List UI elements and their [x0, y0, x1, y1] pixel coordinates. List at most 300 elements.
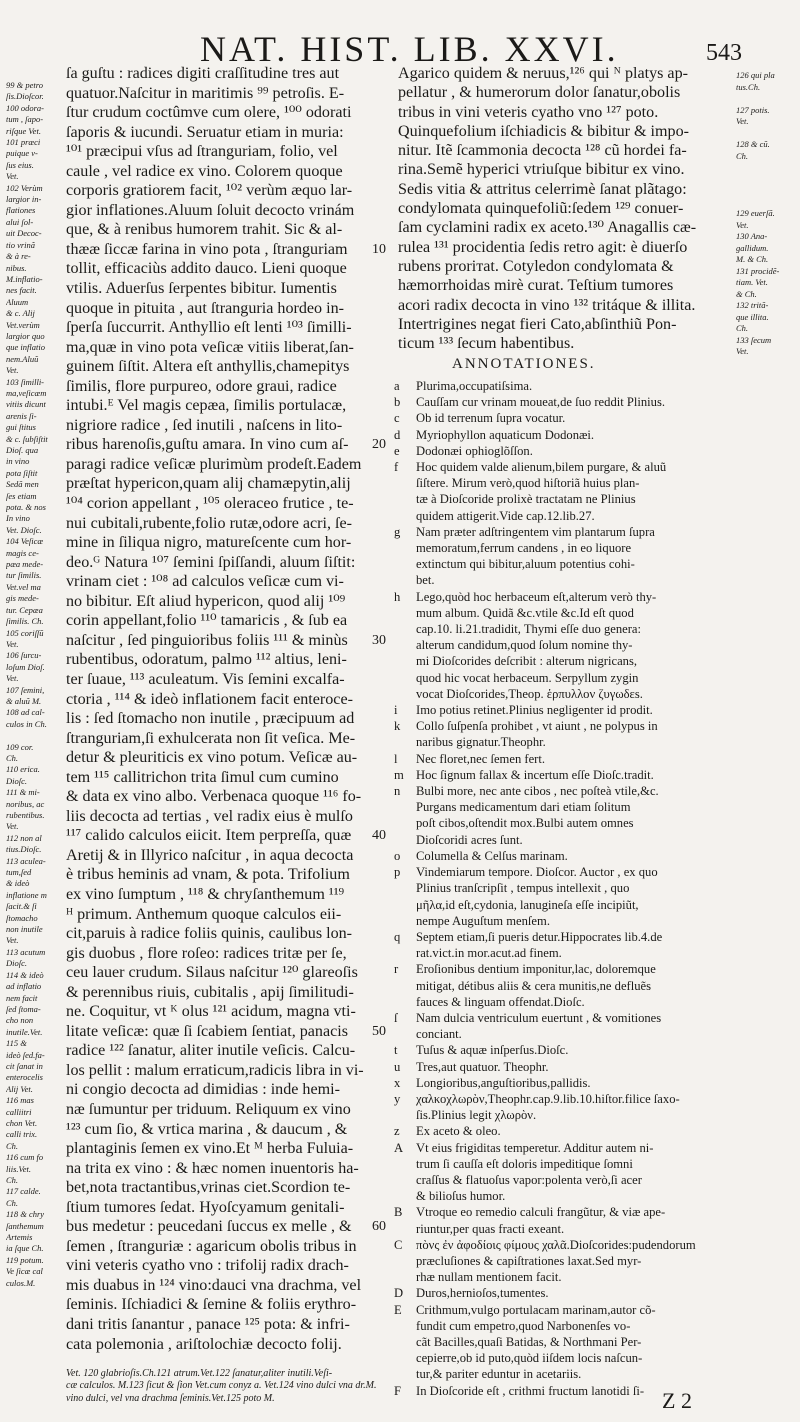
annotation-text: trum ſi cauſſa eſt doloris impeditique ſomni: [416, 1156, 633, 1171]
text-line: radice ¹²² ſanatur, aliter inutile veſicis. Calcu-: [66, 1042, 356, 1060]
text-line: na trita ex vino : & hæc nomen inuentoris ha-: [66, 1159, 359, 1177]
annotation-text: cãt Bacilles,quaſi Batidas, & Northmani Per-: [416, 1334, 642, 1349]
margin-note-line: alui ſol-: [6, 216, 34, 227]
signature-mark: Z 2: [662, 1388, 692, 1413]
annotation-text: Tuſus & aquæ inſperſus.Dioſc.: [416, 1043, 569, 1058]
margin-note-line: uit Decoc-: [6, 228, 42, 239]
annotation-entry: [394, 605, 796, 621]
text-line: tribus in vini veteris cyatho vno ¹²⁷ poto.: [398, 103, 659, 121]
margin-note-line: tum,ſed: [6, 867, 32, 878]
text-line: bet,nota tractantibus,vrinas ciet.Scordion te-: [66, 1179, 351, 1197]
text-line: paragi radice veſicæ plurimùm prodeſt.Eadem: [66, 455, 362, 473]
text-line: ſtium tumores ſedat. Hyoſcyamum genitali-: [66, 1198, 345, 1216]
annotation-text: Collo ſuſpenſa prohibet , vt aiunt , ne polypus in: [416, 719, 658, 734]
annotation-letter: z: [394, 1124, 400, 1139]
annotation-entry: [394, 1318, 796, 1334]
margin-note-line: 102 Verùm: [6, 182, 43, 193]
margin-note-line: 131 procidẽ-: [736, 265, 780, 276]
annotation-letter: ſ: [394, 1010, 398, 1025]
margin-note-line: ſus eius.: [6, 159, 34, 170]
text-line: ſtranguriam,ſi exhulcerata non ſit veſica. Me-: [66, 729, 356, 747]
text-line: acori radix decocta in vino ¹³² tritáque & illita.: [398, 296, 696, 314]
annotation-entry: [394, 410, 796, 426]
margin-note-line: ſis.Dioſcor.: [6, 91, 44, 102]
margin-note-line: 105 coriſſũ: [6, 627, 44, 638]
annotation-entry: [394, 718, 796, 734]
annotation-entry: [394, 978, 796, 994]
text-line: los pellit : malum erraticum,radicis libra in vi-: [66, 1061, 364, 1079]
text-line: mis duabus in ¹²⁴ vino:dauci vna drachma, vel: [66, 1276, 362, 1294]
margin-note-line: Vet. Dioſc.: [6, 524, 42, 535]
margin-note-line: Vet.: [6, 673, 19, 684]
text-line: ¹¹⁷ calido calculos eiicit. Item perpreſſa, quæ: [66, 827, 352, 845]
annotation-entry: [394, 1091, 796, 1107]
annotation-text: cap.10. li.21.tradidit, Thymi eſſe duo genera:: [416, 622, 641, 637]
text-line: è tribus heminis ad vnam, & pota. Trifolium: [66, 866, 350, 884]
annotation-entry: [394, 994, 796, 1010]
annotation-text: πὸνς ἐν ἀφοδίοις φίμους χαλᾶ.Dioſcorides:pudendorum: [416, 1237, 696, 1252]
annotation-text: ſis.Plinius legit χλωρὸν.: [416, 1108, 537, 1123]
main-text-column: [66, 64, 386, 1354]
annotation-entry: [394, 524, 796, 540]
text-line: ſaporis & iucundi. Seruatur etiam in muria:: [66, 123, 344, 141]
annotations-heading: ANNOTATIONES.: [452, 356, 596, 372]
margin-note-line: rubentibus.: [6, 810, 45, 820]
margin-note-line: culos.M.: [6, 1277, 36, 1288]
annotation-entry: [394, 1172, 796, 1188]
margin-note-line: flationes: [6, 205, 36, 216]
margin-note-line: gis mede-: [6, 593, 39, 604]
margin-note-line: puique v-: [6, 148, 38, 159]
annotation-entry: [394, 459, 796, 475]
annotation-entry: [394, 378, 796, 394]
annotation-text: Vindemiarum tempore. Dioſcor. Auctor , ex quo: [416, 865, 658, 880]
annotation-text: Crithmum,vulgo portulacam marinam,autor cõ-: [416, 1302, 656, 1317]
margin-note-line: nes facit.: [6, 285, 37, 296]
annotation-text: tur,& pariter eduntur in acetariis.: [416, 1367, 582, 1382]
margin-note-line: [736, 197, 798, 209]
annotation-entry: [394, 1221, 796, 1237]
annotation-text: χαλκοχλωρὸν,Theophr.cap.9.lib.10.hiſtor.filice ſaxo-: [416, 1091, 680, 1106]
margin-note-line: 101 præci: [6, 137, 41, 148]
margin-note-line: pota ſiſtit: [6, 467, 38, 478]
text-line: ma,quæ in vino pota veſicæ vitiis liberat,ſan-: [66, 338, 354, 356]
margin-note-line: Vet.: [6, 821, 19, 832]
text-line: caule , vel radice ex vino. Colorem quoque: [66, 162, 343, 180]
line-number: 60: [372, 1219, 386, 1235]
annotation-entry: [394, 427, 796, 443]
text-line: guinem ſiſtit. Altera eſt anthyllis,chamepitys: [66, 358, 350, 376]
margin-note-line: 104 Veſicæ: [6, 536, 44, 547]
footnotes: [66, 1368, 386, 1405]
line-number: 40: [372, 828, 386, 844]
text-line: Quinquefolium iſchiadicis & bibitur & impo-: [398, 122, 689, 140]
margin-note-line: liis.Vet.: [6, 1163, 32, 1174]
text-line: ex vino ſumptum , ¹¹⁸ & chryſanthemum ¹¹⁹: [66, 885, 345, 903]
text-line: ſemen , ſtranguriæ : agaricum obolis tribus in: [66, 1237, 357, 1255]
margin-note-line: ſimilis. Ch.: [6, 616, 44, 627]
annotation-entry: [394, 1042, 796, 1058]
annotation-letter: f: [394, 460, 399, 475]
annotation-text: Bulbi more, nec ante cibos , nec poſteà vtile,&c.: [416, 784, 659, 799]
margin-note-line: [736, 162, 798, 174]
annotation-entry: [394, 1334, 796, 1350]
annotation-letter: A: [394, 1140, 404, 1155]
text-line: ticum ¹³³ ſecum habentibus.: [398, 335, 575, 353]
annotation-entry: [394, 815, 796, 831]
text-line: no bibitur. Eſt aliud hypericon, quod alij ¹⁰⁹: [66, 592, 346, 610]
annotation-text: Hoc ſignum fallax & incertum eſſe Dioſc.tradit.: [416, 767, 654, 782]
right-text-column: [398, 64, 734, 353]
text-line: ſtur crudum coctûmve cum olere, ¹⁰⁰ odorati: [66, 104, 352, 122]
text-line: ne. Coquitur, vt ᴷ olus ¹²¹ acidum, magna vti-: [66, 1003, 356, 1021]
annotation-text: Nam præter adſtringentem vim plantarum ſupra: [416, 524, 655, 539]
margin-note-line: Vet.: [6, 171, 19, 182]
margin-note-line: 103 ſimilli-: [6, 376, 45, 387]
margin-note-line: 111 & mi-: [6, 787, 40, 798]
text-line: ſam cyclamini radix ex aceto.¹³⁰ Anagallis cæ-: [398, 219, 697, 237]
margin-note-line: ma,veſicæm: [6, 387, 47, 398]
margin-note-line: tur ſimilis.: [6, 570, 42, 581]
margin-note-line: inutile.Vet.: [6, 1026, 43, 1037]
text-line: thææ ſiccæ farina in vino pota , ſtranguriam: [66, 240, 348, 258]
margin-note-line: calli trix.: [6, 1129, 38, 1140]
annotation-text: Duros,hernioſos,tumentes.: [416, 1286, 549, 1301]
annotation-text: quod hic vocat herbaceum. Serpyllum zygin: [416, 670, 639, 685]
text-line: ſimilis, flore purpureo, odore graui, radice: [66, 377, 337, 395]
annotation-text: Hoc quidem valde alienum,bilem purgare, & aluũ: [416, 460, 667, 475]
text-line: hæmorrhoidas mirè curat. Teſtium tumores: [398, 277, 674, 295]
annotation-entry: [394, 1188, 796, 1204]
margin-note-line: tus.Ch.: [736, 81, 761, 92]
margin-note-line: 108 ad cal-: [6, 707, 45, 718]
margin-note-line: ſtomacho: [6, 912, 38, 923]
annotation-entry: [394, 1269, 796, 1285]
annotation-letter: a: [394, 379, 400, 393]
margin-note-line: vitiis dicunt: [6, 399, 46, 410]
text-line: cit,paruis à radice foliis quinis, caulibus lon-: [66, 925, 353, 943]
text-line: ni congio decocta ad dimidias : inde hemi-: [66, 1081, 340, 1099]
text-line: pellatur , & humerorum dolor ſanatur,obolis: [398, 84, 681, 102]
margin-note-line: 126 qui pla: [736, 70, 775, 80]
margin-note-line: cit ſanat in: [6, 1060, 43, 1071]
annotation-entry: [394, 1237, 796, 1253]
annotation-letter: D: [394, 1286, 404, 1301]
text-line: bus medetur : peucedani ſuccus ex melle , &: [66, 1218, 352, 1236]
annotation-entry: [394, 653, 796, 669]
annotation-entry: [394, 475, 796, 491]
annotation-letter: l: [394, 751, 398, 766]
annotation-entry: [394, 832, 796, 848]
margin-note-line: Artemis: [6, 1232, 33, 1243]
annotation-entry: [394, 1140, 796, 1156]
annotation-text: cepierre,ob id puto,quòd iiſdem locis naſcun-: [416, 1351, 643, 1366]
annotation-entry: [394, 1383, 796, 1399]
text-line: rubentibus, odoratum, palmo ¹¹² altius, leni-: [66, 651, 347, 669]
annotation-text: Plinius tranſcripſit , tempus intellexit , quo: [416, 881, 630, 896]
annotation-entry: [394, 799, 796, 815]
margin-note-line: 133 ſecum: [736, 334, 772, 345]
margin-note-line: tum , ſapo-: [6, 114, 44, 125]
text-line: Agarico quidem & neruus,¹²⁶ qui ᴺ platys ap-: [398, 65, 688, 82]
text-line: Sedis vitia & attritus celerrimè ſanat plãtago:: [398, 180, 687, 198]
text-line: ſeminis. Iſchiadici & ſemine & foliis erythro-: [66, 1296, 357, 1314]
margin-note-line: 109 cor.: [6, 741, 34, 752]
annotation-entry: [394, 1350, 796, 1366]
margin-note-line: [6, 730, 60, 741]
annotation-letter: q: [394, 929, 401, 944]
margin-note-line: & à re-: [6, 251, 31, 262]
text-line: litate veſicæ: quæ ſi ſcabiem ſentiat, panacis: [66, 1022, 349, 1040]
margin-note-line: 107 ſemini,: [6, 684, 45, 695]
annotation-text: Vtroque eo remedio calculi frangũtur, & viæ ape-: [416, 1205, 666, 1220]
margin-note-line: que illita.: [736, 311, 769, 322]
annotation-entry: [394, 702, 796, 718]
annotation-text: quidem attigerit.Vide cap.12.lib.27.: [416, 508, 595, 523]
annotation-entry: [394, 1253, 796, 1269]
annotation-entry: [394, 443, 796, 459]
annotation-letter: u: [394, 1059, 401, 1074]
margin-note-line: 114 & ideò: [6, 969, 44, 980]
margin-note-line: 110 erica.: [6, 764, 40, 775]
annotation-entry: [394, 621, 796, 637]
page-number: 543: [706, 40, 742, 66]
annotation-letter: g: [394, 524, 401, 539]
annotation-text: Nam dulcia ventriculum euertunt , & vomitiones: [416, 1010, 662, 1025]
margin-note-line: M.inflatio-: [6, 273, 43, 284]
annotation-text: nempe Auguſtum menſem.: [416, 913, 550, 928]
margin-note-line: riſque Vet.: [6, 125, 41, 136]
annotation-text: Ex aceto & oleo.: [416, 1124, 501, 1139]
margin-note-line: enterocelis: [6, 1072, 43, 1083]
margin-note-line: 99 & petro: [6, 80, 43, 90]
margin-note-line: Vet.: [736, 116, 749, 126]
annotation-text: rhæ nullam mentionem facit.: [416, 1270, 562, 1285]
annotation-entry: [394, 751, 796, 767]
annotation-entry: [394, 637, 796, 653]
text-line: ¹⁰⁴ corion appellant , ¹⁰⁵ oleraceo frutice , te-: [66, 495, 354, 513]
margin-note-line: In vino: [6, 513, 30, 524]
annotation-text: naribus gignatur.Theophr.: [416, 735, 546, 750]
line-number: 50: [372, 1023, 386, 1039]
footnote-line: Vet. 120 glabrioſis.Ch.121 atrum.Vet.122 ſanatur,aliter inutili.Veſi-: [66, 1368, 333, 1379]
margin-note-line: 112 non al: [6, 832, 42, 843]
margin-note-line: 106 ſurcu-: [6, 650, 42, 661]
text-line: ter ſuaue, ¹¹³ aculeatum. Vis ſemini excalfa-: [66, 670, 345, 688]
annotation-entry: [394, 961, 796, 977]
margin-note-line: calliitri: [6, 1106, 32, 1117]
text-line: rulea ¹³¹ procidentia ſedis retro agit: è diuerſo: [398, 238, 688, 256]
margin-note-line: Vet.: [736, 346, 749, 356]
text-line: ſperſa ſuccurrit. Anthyllio eſt lenti ¹⁰³ ſimilli-: [66, 319, 352, 337]
text-line: næ ſumuntur per triduum. Reliquum ex vino: [66, 1100, 351, 1118]
annotation-text: memoratum,ferrum candens , in eo liquore: [416, 541, 632, 556]
annotation-entry: [394, 394, 796, 410]
annotations-list: [394, 378, 796, 1399]
margin-note-line: 116 mas: [6, 1095, 34, 1106]
margin-note-line: tio vrinã: [6, 239, 36, 250]
margin-note-line: 132 tritã-: [736, 300, 769, 310]
margin-note-line: [736, 174, 798, 186]
margin-note-line: nem.Aluũ: [6, 353, 39, 364]
annotation-letter: i: [394, 703, 398, 718]
annotation-text: Dioſcoridi acres ſunt.: [416, 832, 523, 847]
text-line: nitur. Itẽ ſcammonia decocta ¹²⁸ cũ hordei fa-: [398, 142, 687, 160]
annotation-letter: k: [394, 719, 401, 734]
annotation-entry: [394, 929, 796, 945]
margin-note-line: tius.Dioſc.: [6, 844, 42, 855]
annotation-entry: [394, 880, 796, 896]
annotation-letter: e: [394, 443, 400, 458]
margin-note-line: magis ce-: [6, 547, 39, 558]
text-line: ſa guſtu : radices digiti craſſitudine tres aut: [66, 65, 340, 82]
annotation-letter: F: [394, 1383, 402, 1398]
annotation-text: poſt cibos,oſtendit mox.Bulbi autem omnes: [416, 816, 634, 831]
annotation-text: alterum candidum,quod ſolum nomine thy-: [416, 638, 633, 653]
margin-note-line: tiam. Vet.: [736, 277, 768, 287]
annotation-text: extinctum qui bibitur,aluum potentius cohi-: [416, 557, 635, 572]
annotation-entry: [394, 686, 796, 702]
annotation-entry: [394, 670, 796, 686]
margin-note-line: [736, 93, 798, 105]
margin-note-line: Alij Vet.: [6, 1083, 33, 1094]
left-margin-notes: [6, 80, 60, 1289]
text-line: plantaginis ſemen ex vino.Et ᴹ herba Fuluia-: [66, 1140, 354, 1158]
annotation-entry: [394, 1075, 796, 1091]
margin-note-line: M. & Ch.: [736, 254, 769, 264]
text-line: Intertrigines negat fieri Cato,abſinthiũ Pon-: [398, 315, 677, 333]
annotation-text: conciant.: [416, 1027, 462, 1042]
annotation-entry: [394, 556, 796, 572]
text-line: condylomata quinquefoliũ:ſedem ¹²⁹ conuer-: [398, 200, 684, 218]
annotation-text: craſſus & flatuoſus vapor:polenta verò,ſi acer: [416, 1172, 642, 1187]
margin-note-line: Ch.: [736, 323, 749, 333]
annotation-letter: r: [394, 962, 399, 977]
text-line: Aretij & in Illyrico naſcitur , in aqua decocta: [66, 846, 354, 864]
margin-note-line: 129 euerſã.: [736, 208, 775, 218]
margin-note-line: inflatione m: [6, 889, 47, 900]
annotation-letter: h: [394, 589, 401, 604]
annotation-letter: c: [394, 411, 400, 426]
text-line: cata polemonia , ariſtolochiæ decocto folij.: [66, 1335, 342, 1353]
margin-note-line: Ch.: [6, 1175, 19, 1185]
margin-note-line: Vet.: [6, 638, 19, 649]
margin-note-line: Ch.: [736, 150, 749, 161]
text-line: lis : ſed ſtomacho non inutile , præcipuum ad: [66, 710, 355, 728]
annotation-text: & bilioſus humor.: [416, 1189, 506, 1204]
annotation-entry: [394, 540, 796, 556]
annotation-letter: d: [394, 427, 401, 442]
annotation-letter: n: [394, 784, 401, 799]
annotation-entry: [394, 1204, 796, 1220]
margin-note-line: Ch.: [6, 1197, 19, 1208]
margin-note-line: [736, 128, 798, 140]
annotation-text: mum album. Quidã &c.vtile &c.Id eſt quod: [416, 605, 634, 620]
annotation-entry: [394, 1107, 796, 1123]
margin-note-line: 118 & chry: [6, 1209, 45, 1220]
line-number: 20: [372, 437, 386, 453]
text-line: ¹²³ cum ſio, & vrtica marina , & daucum , &: [66, 1120, 348, 1138]
margin-note-line: & Ch.: [736, 288, 757, 299]
text-line: naſcitur , ſed pinguioribus foliis ¹¹¹ & minùs: [66, 631, 348, 649]
margin-note-line: 119 potum.: [6, 1254, 44, 1265]
annotation-text: riuntur,per quas fracti exeant.: [416, 1221, 565, 1236]
margin-note-line: largior in-: [6, 194, 42, 205]
annotation-entry: [394, 1366, 796, 1382]
margin-note-line: Sedã men: [6, 479, 39, 490]
annotation-letter: m: [394, 767, 404, 782]
margin-note-line: culos in Ch.: [6, 718, 47, 729]
text-line: corin appellant,folio ¹¹⁰ tamaricis , & ſub ea: [66, 612, 348, 630]
annotation-text: rat.vict.in mor.acut.ad finem.: [416, 946, 562, 961]
annotation-text: Tres,aut quatuor. Theophr.: [416, 1059, 549, 1074]
margin-note-line: Dioſc.: [6, 775, 28, 786]
margin-note-line: 113 aculea-: [6, 855, 46, 866]
margin-note-line: nibus.: [6, 262, 27, 273]
annotation-text: Imo potius retinet.Plinius negligenter id prodit.: [416, 703, 653, 718]
annotation-letter: C: [394, 1237, 403, 1252]
margin-note-line: loſum Dioſ.: [6, 661, 45, 672]
margin-note-line: & c. ſubſiſtit: [6, 433, 48, 444]
text-line: tollit, efficaciùs addito dauco. Lieni quoque: [66, 260, 347, 278]
margin-note-line: 130 Ana-: [736, 231, 768, 241]
text-line: rina.Semẽ hyperici vtriuſque bibitur ex vino.: [398, 161, 685, 179]
margin-note-line: pota. & nos: [6, 502, 46, 513]
margin-note-line: Vet.verùm: [6, 319, 40, 330]
text-line: mine in ſiliqua nigro, matureſcente cum hor-: [66, 534, 352, 552]
margin-note-line: & aluũ M.: [6, 695, 42, 706]
text-line: que, & à renibus humorem trahit. Sic & al-: [66, 221, 343, 239]
annotation-text: Nec floret,nec ſemen fert.: [416, 751, 546, 766]
margin-note-line: gui ſtitus: [6, 422, 36, 433]
margin-note-line: in vino: [6, 456, 30, 467]
annotation-text: Cauſſam cur vrinam moueat,de ſuo reddit Plinius.: [416, 395, 666, 410]
annotation-letter: x: [394, 1075, 401, 1090]
margin-note-line: arenis ſi-: [6, 410, 37, 421]
margin-note-line: 115 &: [6, 1038, 27, 1049]
footnote-line: vino dulci, vel vna drachma ſeminis.Vet.125 poto M.: [66, 1392, 275, 1404]
margin-note-line: ideò ſed.fa-: [6, 1049, 45, 1060]
annotation-text: In Dioſcoride eſt , crithmi fructum lanotidi ſi-: [416, 1383, 645, 1398]
margin-note-line: ſanthemum: [6, 1220, 44, 1231]
margin-note-line: cho non: [6, 1015, 34, 1026]
margin-note-line: Ve ſicæ cal: [6, 1266, 43, 1277]
margin-note-line: [736, 185, 798, 197]
text-line: ceu lauer crudum. Silaus naſcitur ¹²⁰ glareoſis: [66, 964, 358, 982]
text-line: & perennibus riuis, cubitalis , apij ſimilitudi-: [66, 983, 354, 1001]
annotation-entry: [394, 1123, 796, 1139]
text-line: præſtat hypericon,quam alij chamæpytin,alij: [66, 475, 351, 493]
margin-note-line: largior quo: [6, 330, 45, 341]
margin-note-line: 113 acutum: [6, 946, 46, 957]
right-margin-notes: [736, 70, 798, 358]
text-line: vini veteris cyatho vno : trifolij radix drach-: [66, 1257, 349, 1275]
text-line: ribus harenoſis,guſtu amara. In vino cum aſ-: [66, 436, 349, 454]
margin-note-line: noribus, ac: [6, 798, 45, 809]
margin-note-line: ſacit.& ſi: [6, 901, 37, 912]
annotation-text: Myriophyllon aquaticum Dodonæi.: [416, 427, 595, 442]
margin-note-line: ia ſque Ch.: [6, 1243, 44, 1254]
annotation-entry: [394, 508, 796, 524]
annotation-letter: b: [394, 395, 401, 410]
annotation-entry: [394, 783, 796, 799]
annotation-text: Longioribus,anguſtioribus,pallidis.: [416, 1075, 591, 1090]
text-line: vrinam ciet : ¹⁰⁸ ad calculos veſicæ cum vi-: [66, 573, 344, 591]
text-line: gis duobus , flore roſeo: radices tritæ per ſe,: [66, 944, 347, 962]
text-line: ctoria , ¹¹⁴ & ideò inflationem facit enteroce-: [66, 690, 353, 708]
text-line: gior inflationes.Aluum ſoluit decocto vrinám: [66, 201, 355, 219]
text-line: quatuor.Naſcitur in maritimis ⁹⁹ petroſis. E-: [66, 84, 345, 102]
